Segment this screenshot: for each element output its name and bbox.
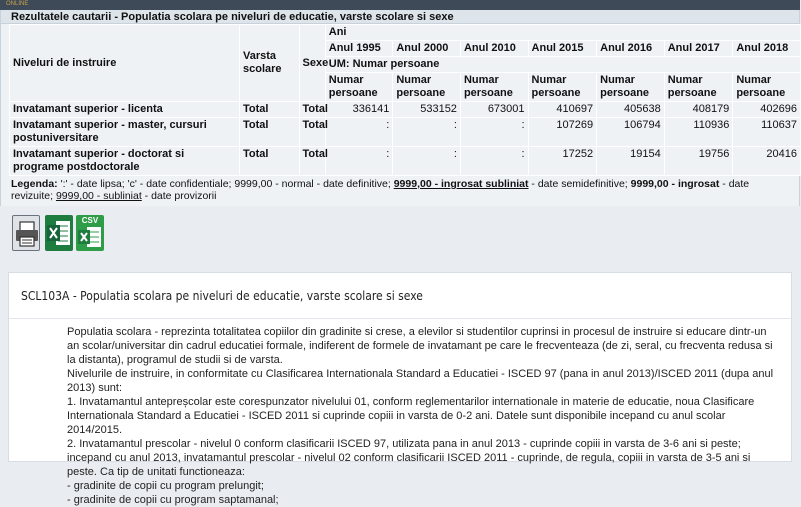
description-paragraph: Nivelurile de instruire, in conformitate cu Clasificarea Internationala Standard a Educatiei - ISCED 97 (pana in anul 2013)/ISCED 2011 (dupa anul 2013) sunt: [67,368,774,394]
row-level: Invatamant superior - doctorat si programe postdoctorale [10,147,240,176]
legend-text-6: 9999,00 - subliniat [55,190,142,202]
results-title: Rezultatele cautarii - Populatia scolara pe niveluri de educatie, varste scolare si sexe [1,10,799,24]
table-cell-value: 17252 [528,147,597,176]
table-cell-value: : [325,147,393,176]
header-sex: Sexe [299,25,325,102]
header-unit: Numar persoane [528,73,597,102]
header-year: Anul 2017 [664,41,733,57]
row-age: Total [240,102,300,118]
csv-icon-label: CSV [81,216,99,225]
header-unit: Numar persoane [597,73,665,102]
table-row [10,147,801,176]
header-unit: Numar persoane [733,73,801,102]
row-sex: Total [299,118,325,147]
row-age: Total [240,118,300,147]
row-age: Total [240,147,300,176]
legend-text-1: ':' - date lipsa; 'c' - date confidentiale; 9999,00 - normal - date definitive; [57,178,394,190]
header-year: Anul 2016 [597,41,665,57]
table-cell-value: 336141 [325,102,393,118]
description-body [9,319,791,507]
row-level: Invatamant superior - master, cursuri postuniversitare [10,118,240,147]
header-unit: Numar persoane [393,73,461,102]
results-panel [0,10,800,206]
table-cell-value: : [393,147,461,176]
legend-text-7: - date provizorii [141,190,217,202]
row-sex: Total [299,147,325,176]
description-paragraph: 2. Invatamantul prescolar - nivelul 0 conform clasificarii ISCED 97, utilizata pana in anul 2013 - cuprinde copiii in varsta de 3-6 ani si peste; incepand cu anul 2013, invatamantul prescolar - nivelul 02 conform clasificarii ISCED 2011 - cuprinde, de regula, copiii in varsta de 3-5 ani si peste. Ca tip de unitati functioneaza: [67,438,751,478]
description-paragraph: Populatia scolara - reprezinta totalitatea copiilor din gradinite si crese, a elevilor si studentilor cuprinsi in procesul de instruire si educare dintr-un an scolar/universitar din cadrul educatiei formale, indiferent de formele de invatamant pe care le frecventeaza (de zi, seral, cu frecventa redusa si la distanta), programul de studii si de varsta. [67,326,773,366]
header-year: Anul 2000 [393,41,461,57]
header-year: Anul 1995 [325,41,393,57]
table-cell-value: 19756 [664,147,733,176]
table-cell-value: 410697 [528,102,597,118]
export-toolbar [0,206,800,252]
description-paragraph: - gradinite de copii cu program prelungit; [67,480,264,492]
header-unit: Numar persoane [664,73,733,102]
table-cell-value: 673001 [460,102,528,118]
header-um: UM: Numar persoane [325,57,800,73]
table-cell-value: 402696 [733,102,801,118]
csv-icon[interactable] [76,215,104,251]
legend [1,176,799,206]
header-age: Varsta scolare [240,25,300,102]
table-cell-value: : [460,147,528,176]
table-cell-value: 110637 [733,118,801,147]
table-row [10,102,801,118]
table-cell-value: 405638 [597,102,665,118]
row-level: Invatamant superior - licenta [10,102,240,118]
printer-icon[interactable] [12,215,40,251]
header-unit: Numar persoane [325,73,393,102]
table-cell-value: : [325,118,393,147]
legend-text-2: 9999,00 - ingrosat subliniat [393,178,529,190]
header-level: Niveluri de instruire [10,25,240,102]
legend-text-3: - date semidefinitive; [528,178,631,190]
header-year: Anul 2015 [528,41,597,57]
description-paragraph: - gradinite de copii cu program saptamanal; [67,494,279,506]
header-years-label: Ani [325,25,800,41]
description-title: SCL103A - Populatia scolara pe niveluri de educatie, varste scolare si sexe [9,273,791,319]
header-year: Anul 2018 [733,41,801,57]
description-panel [8,272,792,506]
table-cell-value: 106794 [597,118,665,147]
table-cell-value: 110936 [664,118,733,147]
table-cell-value: 107269 [528,118,597,147]
legend-text-5: - date revizuite; [11,178,750,202]
table-cell-value: 408179 [664,102,733,118]
table-cell-value: 19154 [597,147,665,176]
row-sex: Total [299,102,325,118]
legend-text-4: 9999,00 - ingrosat [630,178,720,190]
excel-icon[interactable] [45,215,73,251]
description-paragraph: 1. Invatamantul antepreșcolar este corespunzator nivelului 01, conform reglementarilor internationale in materie de educatie, noua Clasificare Internationala Standard a Educatiei - ISCED 2011 si cuprinde copiii in varsta de 0-2 ani. Datele sunt disponibile incepand cu anul scolar 2014/2015. [67,396,755,436]
header-unit: Numar persoane [460,73,528,102]
header-year: Anul 2010 [460,41,528,57]
table-cell-value: 533152 [393,102,461,118]
legend-label: Legenda: [11,178,58,190]
table-cell-value: 20416 [733,147,801,176]
online-label: ONLINE [6,1,29,7]
table-cell-value: : [460,118,528,147]
top-bar [0,0,800,10]
table-cell-value: : [393,118,461,147]
results-table [9,24,801,176]
table-row [10,118,801,147]
